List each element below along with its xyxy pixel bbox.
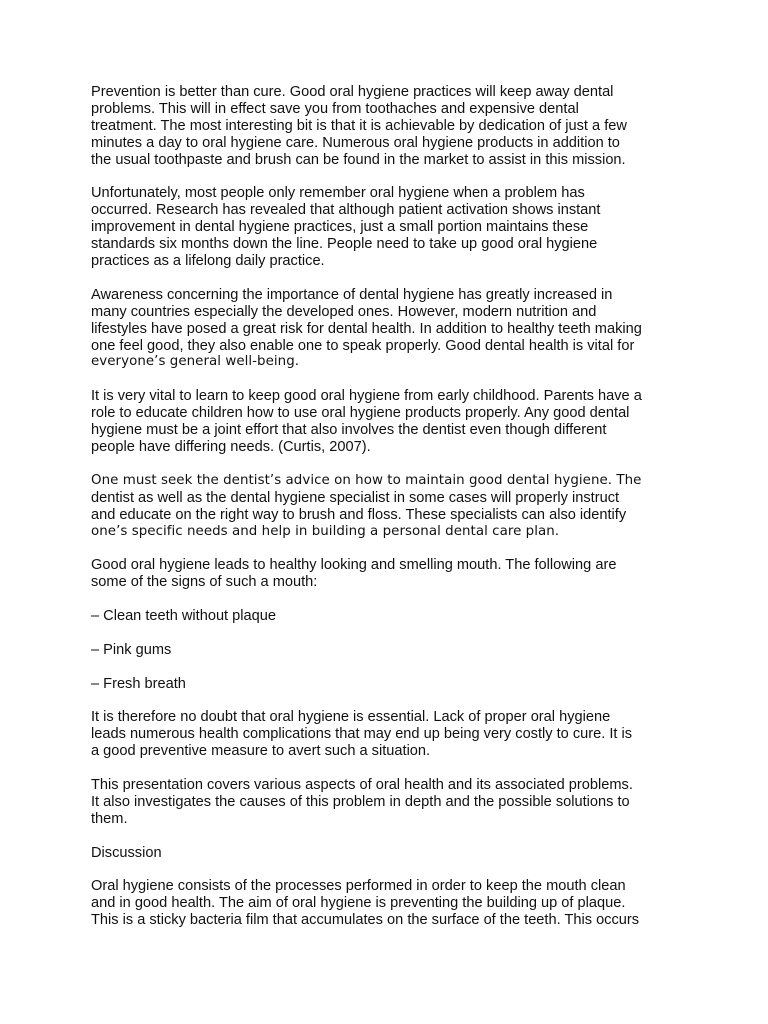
text-line: one feel good, they also enable one to speak properly. Good dental health is vital for	[91, 337, 635, 354]
list-item	[91, 642, 691, 659]
text-line: Prevention is better than cure. Good oral hygiene practices will keep away dental	[91, 84, 614, 100]
text-line: occurred. Research has revealed that although patient activation shows instant	[91, 202, 601, 219]
text-line: lifestyles have posed a great risk for dental health. In addition to healthy teeth making	[91, 320, 642, 337]
text-line: people have differing needs. (Curtis, 2007).	[91, 438, 371, 455]
text-line: practices as a lifelong daily practice.	[91, 253, 325, 270]
paragraph	[91, 878, 691, 929]
paragraph	[91, 709, 691, 760]
text-line: everyone’s general well-being.	[91, 354, 300, 370]
text-line: This presentation covers various aspects of oral health and its associated problems.	[91, 777, 633, 793]
paragraph	[91, 84, 691, 169]
paragraph	[91, 287, 691, 372]
text-line: role to educate children how to use oral hygiene products properly. Any good dental	[91, 405, 630, 422]
text-line: – Clean teeth without plaque	[91, 608, 276, 624]
text-line: Awareness concerning the importance of dental hygiene has greatly increased in	[91, 286, 613, 303]
text-line: and educate on the right way to brush and floss. These specialists can also identify	[91, 506, 627, 523]
text-line: improvement in dental hygiene practices, just a small portion maintains these	[91, 219, 589, 236]
text-line: problems. This will in effect save you from toothaches and expensive dental	[91, 100, 579, 117]
text-line: one’s specific needs and help in building a personal dental care plan.	[91, 523, 560, 539]
text-line: a good preventive measure to avert such a situation.	[91, 743, 431, 760]
list-item	[91, 676, 691, 693]
text-line: – Fresh breath	[91, 675, 186, 692]
text-line: Good oral hygiene leads to healthy looking and smelling mouth. The following are	[91, 557, 617, 574]
text-line: some of the signs of such a mouth:	[91, 574, 318, 591]
text-line: – Pink gums	[91, 641, 172, 658]
paragraph	[91, 185, 691, 270]
text-line: dentist as well as the dental hygiene specialist in some cases will properly instruct	[91, 489, 620, 506]
text-line: standards six months down the line. People need to take up good oral hygiene	[91, 236, 598, 253]
list-item	[91, 608, 691, 625]
text-line: Oral hygiene consists of the processes performed in order to keep the mouth clean	[91, 878, 626, 895]
text-line: One must seek the dentist’s advice on how to maintain good dental hygiene. The	[91, 472, 642, 488]
text-line: and in good health. The aim of oral hygiene is preventing the building up of plaque.	[91, 895, 626, 912]
section-heading	[91, 845, 691, 862]
paragraph	[91, 557, 691, 591]
text-line: Discussion	[91, 844, 162, 861]
document-page	[91, 84, 691, 946]
text-line: This is a sticky bacteria film that accumulates on the surface of the teeth. This occurs	[91, 912, 640, 929]
text-line: minutes a day to oral hygiene care. Numerous oral hygiene products in addition to	[91, 134, 620, 151]
text-line: hygiene must be a joint effort that also involves the dentist even though different	[91, 422, 607, 439]
text-line: Unfortunately, most people only remember oral hygiene when a problem has	[91, 185, 585, 202]
paragraph	[91, 473, 691, 541]
text-line: them.	[91, 810, 128, 827]
text-line: It is very vital to learn to keep good oral hygiene from early childhood. Parents have a	[91, 388, 642, 405]
paragraph	[91, 777, 691, 828]
text-line: treatment. The most interesting bit is that it is achievable by dedication of just a few	[91, 117, 627, 134]
text-line: It is therefore no doubt that oral hygiene is essential. Lack of proper oral hygiene	[91, 709, 611, 726]
text-line: leads numerous health complications that may end up being very costly to cure. It is	[91, 726, 633, 743]
text-line: the usual toothpaste and brush can be found in the market to assist in this mission.	[91, 151, 626, 168]
text-line: many countries especially the developed ones. However, modern nutrition and	[91, 303, 597, 320]
text-line: It also investigates the causes of this problem in depth and the possible solutions to	[91, 793, 630, 810]
paragraph	[91, 388, 691, 456]
